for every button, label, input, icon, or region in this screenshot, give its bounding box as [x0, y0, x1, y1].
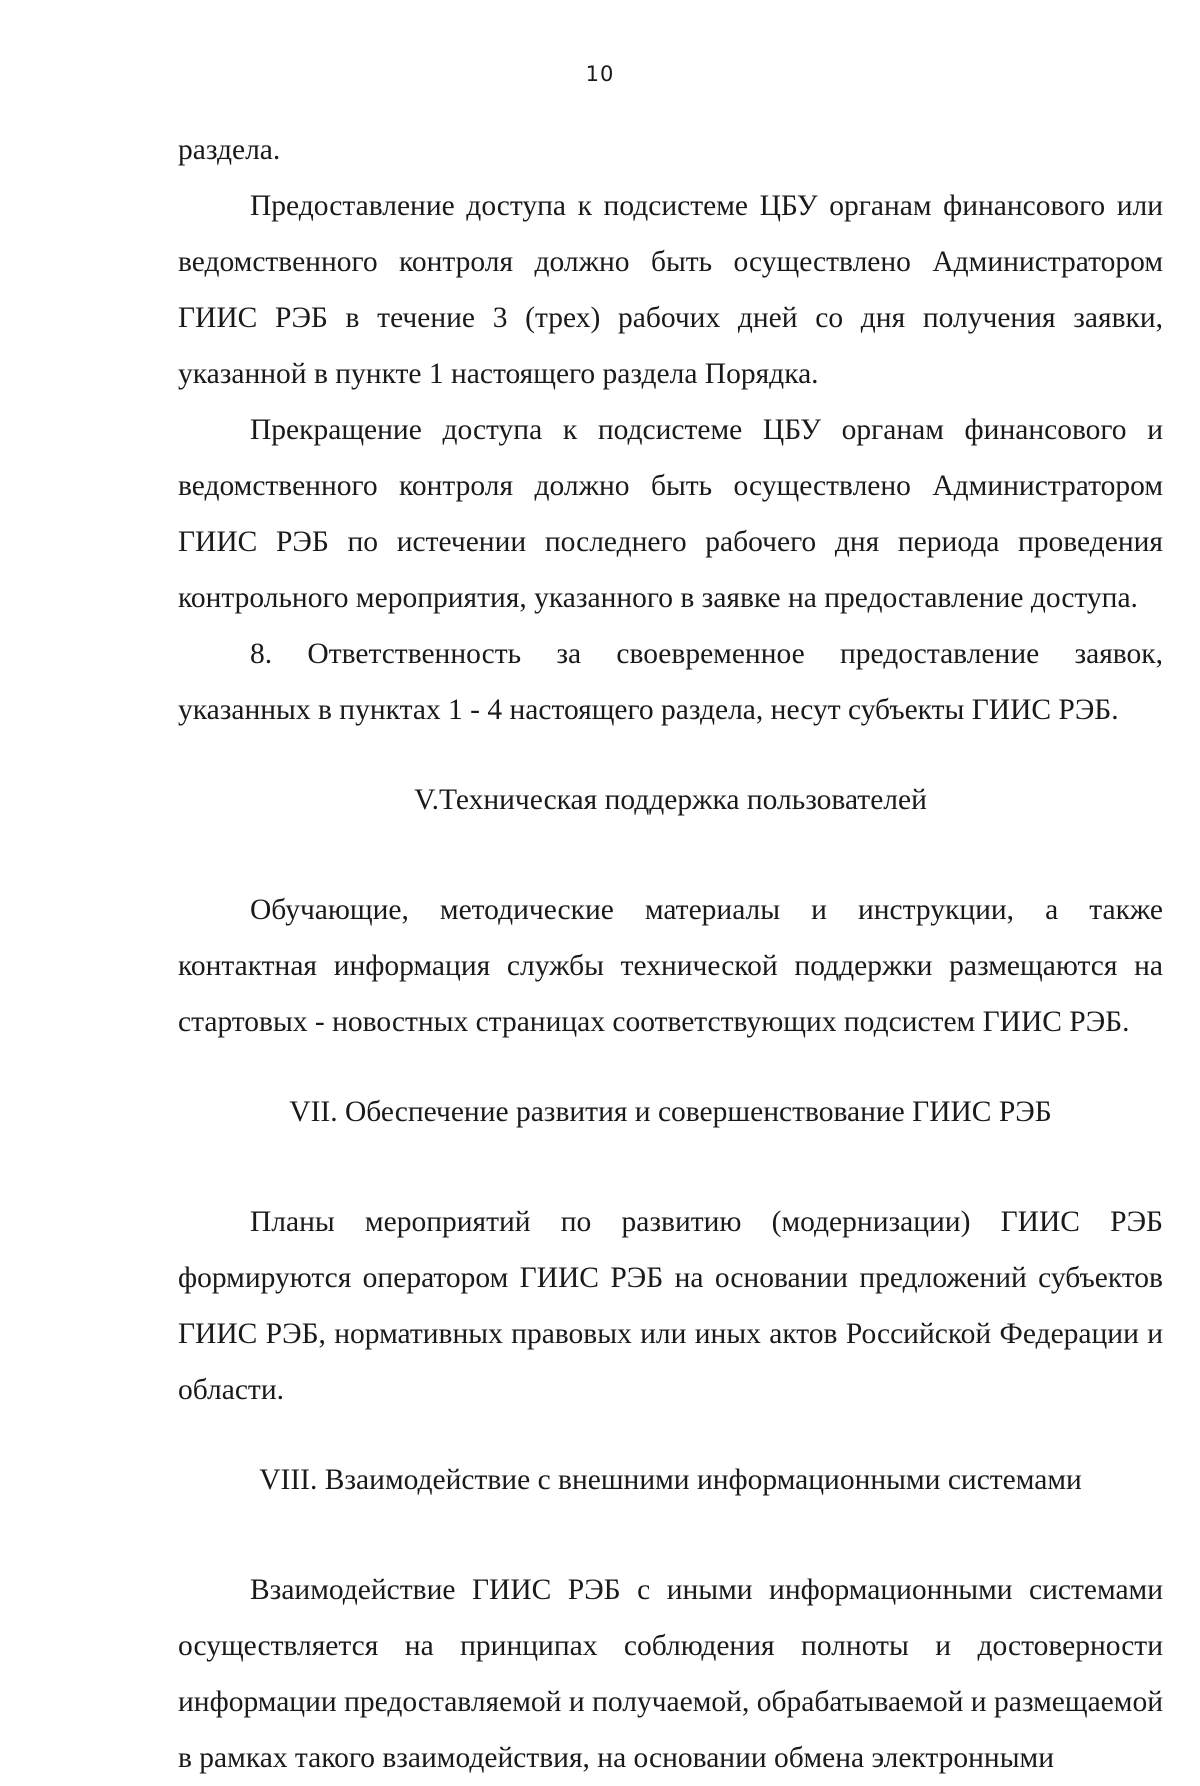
page-number: 10: [585, 62, 615, 86]
paragraph-continuation: раздела.: [178, 134, 281, 166]
paragraph-development-plans: Планы мероприятий по развитию (модернизации) ГИИС РЭБ формируются оператором ГИИС РЭБ на основании предложений субъектов ГИИС РЭБ, нормативных правовых или иных актов Российской Федерации и области.: [178, 1206, 1163, 1406]
paragraph-access-termination: Прекращение доступа к подсистеме ЦБУ органам финансового и ведомственного контроля должно быть осуществлено Администратором ГИИС РЭБ по истечении последнего рабочего дня периода проведения контрольного мероприятия, указанного в заявке на предоставление доступа.: [178, 414, 1163, 614]
paragraph-external-interaction: Взаимодействие ГИИС РЭБ с иными информационными системами осуществляется на принципах соблюдения полноты и достоверности информации предоставляемой и получаемой, обрабатываемой и размещаемой в рамках такого взаимодействия, на основании обмена электронными: [178, 1574, 1163, 1774]
section-heading-vii: VII. Обеспечение развития и совершенствование ГИИС РЭБ: [289, 1096, 1052, 1128]
section-heading-viii: VIII. Взаимодействие с внешними информационными системами: [259, 1464, 1082, 1496]
paragraph-responsibility: 8. Ответственность за своевременное предоставление заявок, указанных в пунктах 1 - 4 настоящего раздела, несут субъекты ГИИС РЭБ.: [178, 638, 1163, 726]
paragraph-support-materials: Обучающие, методические материалы и инструкции, а также контактная информация службы технической поддержки размещаются на стартовых - новостных страницах соответствующих подсистем ГИИС РЭБ.: [178, 894, 1163, 1038]
document-body: [178, 122, 1163, 1786]
paragraph-access-grant: Предоставление доступа к подсистеме ЦБУ органам финансового или ведомственного контроля должно быть осуществлено Администратором ГИИС РЭБ в течение 3 (трех) рабочих дней со дня получения заявки, указанной в пункте 1 настоящего раздела Порядка.: [178, 190, 1163, 390]
section-heading-v: V.Техническая поддержка пользователей: [414, 784, 927, 816]
